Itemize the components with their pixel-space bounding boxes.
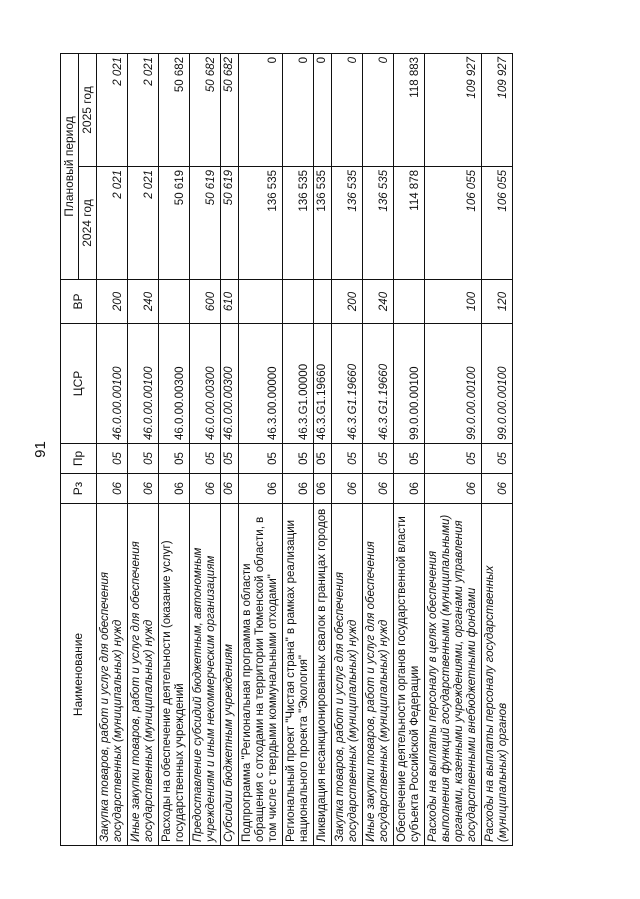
row-name: Иные закупки товаров, работ и услуг для обеспечения государственных (муниципальных) нужд [363,504,394,846]
header-pr: Пр [61,444,97,474]
row-vr [394,280,425,324]
row-rz: 06 [128,474,159,504]
page-number: 91 [32,441,49,458]
row-csr: 46.3.G1.19660 [363,324,394,444]
row-csr: 46.0.00.00100 [97,324,128,444]
table-body [97,53,513,845]
header-vr: ВР [61,280,97,324]
table-row [425,53,482,845]
row-value-2025: 0 [314,53,332,166]
table-row [128,53,159,845]
table-row [314,53,332,845]
row-name: Расходы на выплаты персоналу в целях обеспечения выполнения функций государственными (муниципальными) органами, казенными учреждениями, органами управления государственными внебюджетными фондами [425,504,482,846]
row-value-2025: 0 [283,53,314,166]
row-value-2025: 50 682 [190,53,221,166]
row-value-2024: 50 619 [159,167,190,280]
budget-table [60,53,513,846]
row-pr: 05 [482,444,513,474]
row-value-2024: 114 878 [394,167,425,280]
row-value-2025: 2 021 [128,53,159,166]
row-value-2025: 2 021 [97,53,128,166]
row-vr: 240 [128,280,159,324]
row-rz: 06 [363,474,394,504]
row-value-2025: 0 [239,53,283,166]
row-value-2024: 136 535 [363,167,394,280]
row-value-2025: 0 [363,53,394,166]
header-year-2024: 2024 год [79,167,97,280]
row-pr: 05 [128,444,159,474]
row-name: Региональный проект "Чистая страна" в рамках реализации национального проекта "Экология" [283,504,314,846]
row-pr: 05 [283,444,314,474]
row-name: Расходы на выплаты персоналу государственных (муниципальных) органов [482,504,513,846]
row-name: Ликвидация несанкционированных свалок в границах городов [314,504,332,846]
row-value-2024: 2 021 [128,167,159,280]
row-rz: 06 [482,474,513,504]
table-row [332,53,363,845]
row-csr: 46.3.G1.19660 [314,324,332,444]
row-rz: 06 [332,474,363,504]
row-pr: 05 [239,444,283,474]
row-vr: 200 [332,280,363,324]
row-rz: 06 [239,474,283,504]
row-pr: 05 [221,444,239,474]
header-name: Наименование [61,504,97,846]
table-row [97,53,128,845]
row-value-2025: 0 [332,53,363,166]
row-vr: 240 [363,280,394,324]
row-value-2024: 106 055 [482,167,513,280]
row-name: Иные закупки товаров, работ и услуг для обеспечения государственных (муниципальных) нужд [128,504,159,846]
row-name: Закупка товаров, работ и услуг для обеспечения государственных (муниципальных) нужд [332,504,363,846]
row-value-2024: 50 619 [190,167,221,280]
row-vr [314,280,332,324]
row-pr: 05 [314,444,332,474]
header-csr: ЦСР [61,324,97,444]
row-rz: 06 [394,474,425,504]
row-pr: 05 [97,444,128,474]
row-name: Субсидии бюджетным учреждениям [221,504,239,846]
row-name: Обеспечение деятельности органов государственной власти субъекта Российской Федерации [394,504,425,846]
row-name: Расходы на обеспечение деятельности (оказание услуг) государственных учреждений [159,504,190,846]
row-vr: 100 [425,280,482,324]
row-value-2024: 136 535 [314,167,332,280]
header-year-2025: 2025 год [79,53,97,166]
row-value-2025: 109 927 [482,53,513,166]
row-value-2025: 118 883 [394,53,425,166]
row-rz: 06 [221,474,239,504]
header-rz: Рз [61,474,97,504]
table-row [482,53,513,845]
row-csr: 46.0.00.00300 [190,324,221,444]
row-csr: 46.3.00.00000 [239,324,283,444]
row-rz: 06 [97,474,128,504]
table-row [159,53,190,845]
row-vr: 600 [190,280,221,324]
row-rz: 06 [283,474,314,504]
row-value-2024: 136 535 [283,167,314,280]
row-csr: 46.0.00.00300 [159,324,190,444]
row-value-2025: 109 927 [425,53,482,166]
row-name: Подпрограмма "Региональная программа в области обращения с отходами на территории Тюменской области, в том числе с твердыми коммунальными отходами" [239,504,283,846]
row-value-2024: 136 535 [239,167,283,280]
row-value-2025: 50 682 [159,53,190,166]
row-csr: 99.0.00.00100 [482,324,513,444]
row-value-2025: 50 682 [221,53,239,166]
row-csr: 99.0.00.00100 [394,324,425,444]
row-csr: 46.0.00.00300 [221,324,239,444]
row-rz: 06 [190,474,221,504]
row-csr: 46.0.00.00100 [128,324,159,444]
row-vr [159,280,190,324]
row-vr [283,280,314,324]
row-rz: 06 [314,474,332,504]
table-row [190,53,221,845]
table-row [363,53,394,845]
row-vr: 610 [221,280,239,324]
row-name: Предоставление субсидий бюджетным, автономным учреждениям и иным некоммерческим организациям [190,504,221,846]
row-pr: 05 [363,444,394,474]
row-pr: 05 [332,444,363,474]
table-row [394,53,425,845]
row-value-2024: 2 021 [97,167,128,280]
row-rz: 06 [159,474,190,504]
row-value-2024: 50 619 [221,167,239,280]
row-name: Закупка товаров, работ и услуг для обеспечения государственных (муниципальных) нужд [97,504,128,846]
row-pr: 05 [159,444,190,474]
row-pr: 05 [190,444,221,474]
table-row [239,53,283,845]
row-pr: 05 [394,444,425,474]
header-planned-period: Плановый период [61,53,79,279]
row-vr: 200 [97,280,128,324]
row-value-2024: 106 055 [425,167,482,280]
row-csr: 46.3.G1.19660 [332,324,363,444]
row-value-2024: 136 535 [332,167,363,280]
table-row [283,53,314,845]
row-vr [239,280,283,324]
table-row [221,53,239,845]
row-csr: 99.0.00.00100 [425,324,482,444]
row-pr: 05 [425,444,482,474]
row-csr: 46.3.G1.00000 [283,324,314,444]
row-vr: 120 [482,280,513,324]
row-rz: 06 [425,474,482,504]
